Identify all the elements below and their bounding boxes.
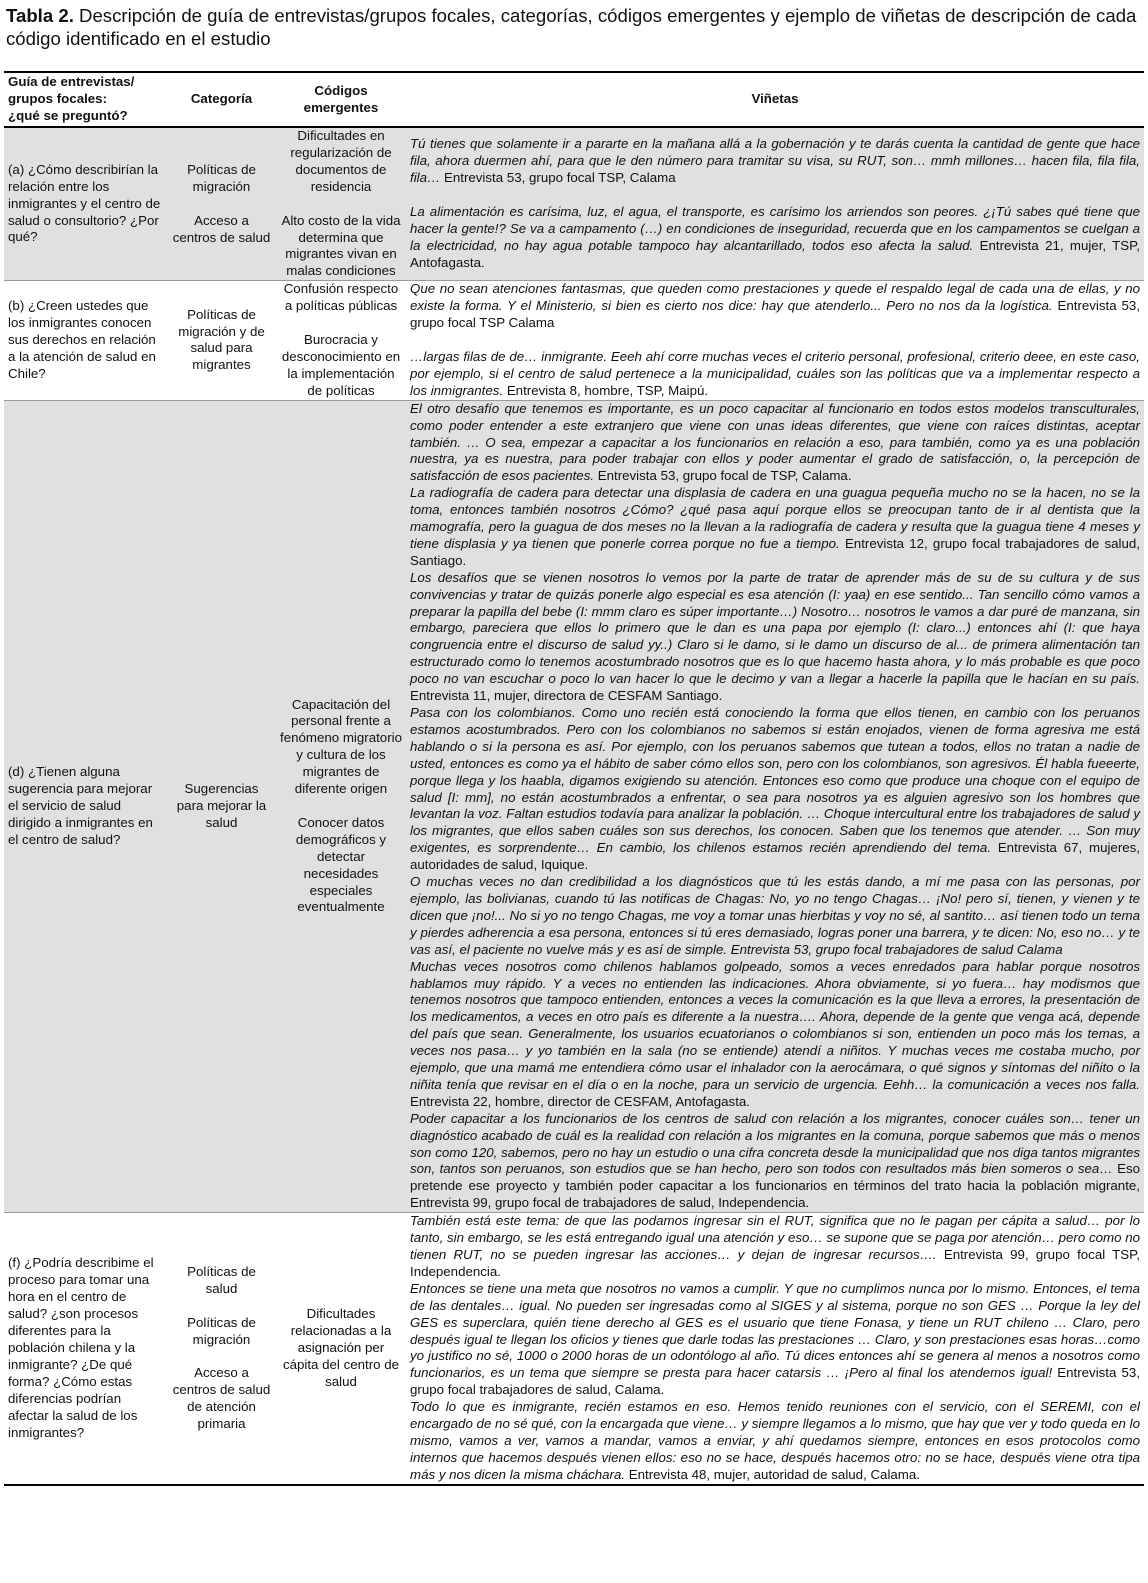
- row-codes: [276, 1213, 406, 1485]
- row-codes: [276, 127, 406, 281]
- code: Conocer datos demográficos y detectar necesidades especiales eventualmente: [295, 814, 387, 915]
- code: Alto costo de la vida determina que migrantes vivan en malas condiciones: [281, 212, 401, 279]
- category: Acceso a centros de salud: [172, 212, 271, 245]
- vignette: Entonces se tiene una meta que nosotros no vamos a cumplir. Y que no cumplimos nunca por lo mismo. Entonces, el tema de las dentales… igual. No pueden ser ingresadas como al SIGES y al sistema, porque no son GES … Porque la ley del GES es superclara, quién tiene derecho al GES es el usuario que tiene Fonasa, y tiene un RUT chileno … Claro, pero después igual te llegan los oficios y tienes que darle todas las prestaciones … Claro, y son prestaciones esas horas…como yo justifico no sé, 1000 o 2000 horas de un odontólogo al año. Tú dices entonces ahí se genera al menos a nosotros como funcionarios, es un tema que siempre se presta para hacer catarsis … ¡Pero al final los atendemos igual! Entrevista 53, grupo focal trabajadores de salud, Calama.: [410, 1280, 1140, 1398]
- category: Acceso a centros de salud de atención primaria: [172, 1365, 271, 1432]
- category: Políticas de salud: [187, 1263, 256, 1296]
- row-categories: [167, 1213, 276, 1485]
- row-categories: [167, 281, 276, 400]
- category: Políticas de migración: [187, 161, 256, 194]
- code: Capacitación del personal frente a fenómeno migratorio y cultura de los migrantes de diferente origen: [280, 696, 402, 797]
- code: Dificultades en regularización de documentos de residencia: [290, 128, 392, 194]
- caption-text: Descripción de guía de entrevistas/grupos focales, categorías, códigos emergentes y ejemplo de viñetas de descripción de cada código identificado en el estudio: [6, 5, 1137, 49]
- vignette: Poder capacitar a los funcionarios de los centros de salud con relación a los migrantes, conocer cuáles son… tener un diagnóstico acabado de cuál es la realidad con relación a los migrantes en la comuna, porque sabemos que más o menos son como 120, sabemos, pero no hay un estudio o una cifra concreta desde la municipalidad que nos diga tantos migrantes son, tantos son peruanos, son estudios que se han hecho, pero son todos con resultados más bien someros o sea… Eso pretende ese proyecto y también poder capacitar a los funcionarios en términos del trato hacia la población migrante, Entrevista 99, grupo focal de trabajadores de salud, Independencia.: [410, 1110, 1140, 1211]
- table-header-row: [4, 72, 1144, 127]
- caption-label: Tabla 2.: [6, 5, 74, 26]
- table-row: [4, 281, 1144, 400]
- row-vignettes: [406, 1213, 1144, 1485]
- row-question: (b) ¿Creen ustedes que los inmigrantes conocen sus derechos en relación a la atención de salud en Chile?: [8, 298, 156, 381]
- row-question: (a) ¿Cómo describirían la relación entre los inmigrantes y el centro de salud o consultorio? ¿Por qué?: [8, 161, 161, 245]
- category: Políticas de migración y de salud para migrantes: [178, 306, 265, 373]
- vignette: Los desafíos que se vienen nosotros lo vemos por la parte de tratar de aprender más de su de su cultura y de sus convivencias y tratar de quizás ponerle algo especial es esa atención (I: yaa) en ese sentido... Tan sencillo cómo vamos a preparar la papilla del bebe (I: mmm claro es súper importante…) Nosotro… nosotros le vamos a dar puré de manzana, sin embargo, pareciera que ellos lo primero que le dan es una papa por ejemplo (I: claro...) entonces ahí (I: que haya congruencia entre el discurso de salud yy..) Claro si le damo, si le damo un discurso de al... de primera alimentación tan estructurado como lo tenemos acostumbrado nosotros que es lo que hacemo hasta ahora, y lo más probable es que poco poco no van escuchar o poco lo van hacer lo que le decimo y van a llegar a hacerle la papilla que le hacían en su país. Entrevista 11, mujer, directora de CESFAM Santiago.: [410, 569, 1140, 704]
- category: Políticas de migración: [187, 1314, 256, 1347]
- vignette: La radiografía de cadera para detectar una displasia de cadera en una guagua pequeña mucho no se la hacen, no se la toma, entonces también nosotros ¿Cómo? ¿qué pasa aquí porque ellos se preocupan tanto de ir al dentista que la mamografía, pero la guagua de dos meses no la llevan a la radiografía de cadera y resulta que la guagua tiene 4 meses y tiene displasia y ya tienen que ponerle correa porque no fue a tiempo. Entrevista 12, grupo focal trabajadores de salud, Santiago.: [410, 485, 1140, 568]
- vignette: Muchas veces nosotros como chilenos hablamos golpeado, somos a veces enredados para hablar porque nosotros hablamos muy rápido. Y a veces no entienden las indicaciones. Ahora obviamente, si yo fuera… hay modismos que tenemos nosotros que tampoco entienden, entonces a veces la comunicación es la que lleva a errores, la presentación de los medicamentos, a veces en otro país es diferente a la nuestra…. Ahora, depende de la gente que venga acá, depende del país que sean. Generalmente, los usuarios ecuatorianos o colombianos si son, entienden un poco más los temas, a veces nos pasa… y yo también en la sala (no se entiende) atendí a niñitos. Y muchas veces me costaba mucho, por ejemplo, que una mamá me entendiera cómo usar el inhalador con la aerocámara, o qué signos y síntomas del niñito o la niñita tenía que revisar en el día o en la noche, para un servicio de urgencia. Eehh… la comunicación a veces nos falla. Entrevista 22, hombre, director de CESFAM, Antofagasta.: [410, 958, 1140, 1109]
- table-row: [4, 400, 1144, 1213]
- code: Burocracia y desconocimiento en la implementación de políticas: [281, 332, 401, 398]
- row-codes: [276, 400, 406, 1213]
- vignette: Pasa con los colombianos. Como uno recién está conociendo la forma que ellos tienen, en cambio con los peruanos estamos acostumbrados. Pero con los colombianos no sabemos si están enojados, vienen de forma agresiva me está hablando o si la persona es así. Por ejemplo, con los peruanos sabemos que tutean a todos, ellos no tratan a nadie de usted, entonces es como ya el hábito de saber cómo ellos son, pero con los colombianos, son agresivos. Él habla fueeerte, porque llega y los haabla, digamos exigiendo su atención. Entonces eso como que produce una choque con el equipo de salud [I: mm], no están acostumbrados a enfrentar, o sea para nosotros ya es alguien agresivo son los hombres que levantan la voz. Faltan estudios todavía para analizar la población. … Choque intercultural entre los trabajadores de salud y los migrantes, que ellos saben cuáles son sus derechos, los conocen. Saben que los tenemos que atender. … Son muy exigentes, es sorprendente… En cambio, los chilenos estamos recién aprendiendo del tema. Entrevista 67, mujeres, autoridades de salud, Iquique.: [410, 705, 1140, 873]
- header-vinetas: Viñetas: [751, 91, 799, 107]
- header-codigos: Códigos emergentes: [303, 82, 379, 115]
- row-question: (f) ¿Podría describime el proceso para tomar una hora en el centro de salud? ¿son procesos diferentes para la población chilena y la inmigrante? ¿De qué forma? ¿Cómo estas diferencias podrían afectar la salud de los inmigrantes?: [8, 1255, 154, 1440]
- code: Confusión respecto a políticas públicas: [283, 281, 399, 314]
- vignette: La alimentación es carísima, luz, el agua, el transporte, es carísimo los arriendos son peores. ¿¡Tú sabes qué tiene que hacer la gente!? Se va a campamento (…) en condiciones de inseguridad, recuerda que en los campamentos se cuelgan a la electricidad, no hay agua potable tampoco hay alcantarillado, todos eso afecta la salud. Entrevista 21, mujer, TSP, Antofagasta.: [410, 204, 1140, 270]
- row-codes: [276, 281, 406, 400]
- category: Sugerencias para mejorar la salud: [176, 781, 267, 830]
- table-row: [4, 127, 1144, 281]
- results-table: [4, 71, 1144, 1486]
- row-vignettes: [406, 127, 1144, 281]
- table-caption: [6, 4, 1140, 50]
- vignette: El otro desafío que tenemos es importante, es un poco capacitar al funcionario en todos estos modelos transculturales, como poder entender a este extranjero que viene con unas ideas diferentes, que viene con raíces distintas, aceptar también. … O sea, empezar a capacitar a los funcionarios en relación a eso, para también, como ya es una población nuestra, ya es nuestra, para poder trabajar con ellos y poder aumentar el grado de satisfacción, o, la percepción de satisfacción de esos pacientes. Entrevista 53, grupo focal de TSP, Calama.: [410, 400, 1140, 484]
- code: Dificultades relacionadas a la asignación per cápita del centro de salud: [282, 1306, 400, 1389]
- row-categories: [167, 127, 276, 281]
- header-guia: Guía de entrevistas/ grupos focales: ¿qué se preguntó?: [8, 74, 135, 123]
- vignette: También está este tema: de que las podamos ingresar sin el RUT, significa que no le pagan per cápita a salud… por lo tanto, sin embargo, se les está entregando igual una atención y eso… se supone que se paga por atención… pero como no tienen RUT, no se pueden ingresar las acciones… y dejan de ingresar recursos…. Entrevista 99, grupo focal TSP, Independencia.: [410, 1213, 1140, 1279]
- vignette: Todo lo que es inmigrante, recién estamos en eso. Hemos tenido reuniones con el servicio, con el SEREMI, con el encargado de no sé qué, con la encargada que viene… y siempre llegamos a lo mismo, que hay que ver y todo queda en lo mismo, vamos a ver, vamos a mandar, vamos a enviar, y ahí quedamos siempre, entonces en esos protocolos como internos que hacemos después vienen ellos: eso no se hace, después hacemos otro: no se hace, después viene otra tipa más y nos dicen la misma cháchara. Entrevista 48, mujer, autoridad de salud, Calama.: [410, 1399, 1140, 1482]
- row-question: (d) ¿Tienen alguna sugerencia para mejorar el servicio de salud dirigido a inmigrantes en el centro de salud?: [8, 764, 153, 847]
- vignette: Que no sean atenciones fantasmas, que queden como prestaciones y quede el respaldo legal de cada una de ellas, y no existe la forma. Y el Ministerio, si bien es cierto nos dice: hay que atenderlo... Pero no nos da la logística. Entrevista 53, grupo focal TSP Calama: [410, 281, 1140, 331]
- vignette: O muchas veces no dan credibilidad a los diagnósticos que tú les estás dando, a mí me pasa con las personas, por ejemplo, las bolivianas, cuando tú las notificas de Chagas: No, yo no tengo Chagas… ¡No! pero sí, tienen, y vienen y te dicen que ¡no!... No si yo no tengo Chagas, me voy a tomar unas hierbitas y voy no sé, al santito… así tienen todo un tema y pierdes adherencia a esa persona, entonces si tú eres demasiado, logras poner una barrera, y te dicen: No, eso no… y te vas así, el paciente no vuelve más y es así de simple. Entrevista 53, grupo focal trabajadores de salud Calama: [410, 874, 1140, 957]
- row-vignettes: [406, 281, 1144, 400]
- row-categories: [167, 400, 276, 1213]
- header-categoria: Categoría: [190, 91, 253, 107]
- table-row: [4, 1213, 1144, 1485]
- vignette: …largas filas de de… inmigrante. Eeeh ahí corre muchas veces el criterio personal, profesional, criterio deee, en este caso, por ejemplo, si el centro de salud pertenece a la municipalidad, cuáles son las políticas que va a implementar respecto a los inmigrantes. Entrevista 8, hombre, TSP, Maipú.: [410, 348, 1140, 398]
- row-vignettes: [406, 400, 1144, 1213]
- vignette: Tú tienes que solamente ir a pararte en la mañana allá a la gobernación y te darás cuenta la cantidad de gente que hace fila, ahora duermen ahí, para que le den número para tramitar su visa, su RUT, son… mmh millones… hacen fila, fila fila, fila… Entrevista 53, grupo focal TSP, Calama: [410, 136, 1140, 186]
